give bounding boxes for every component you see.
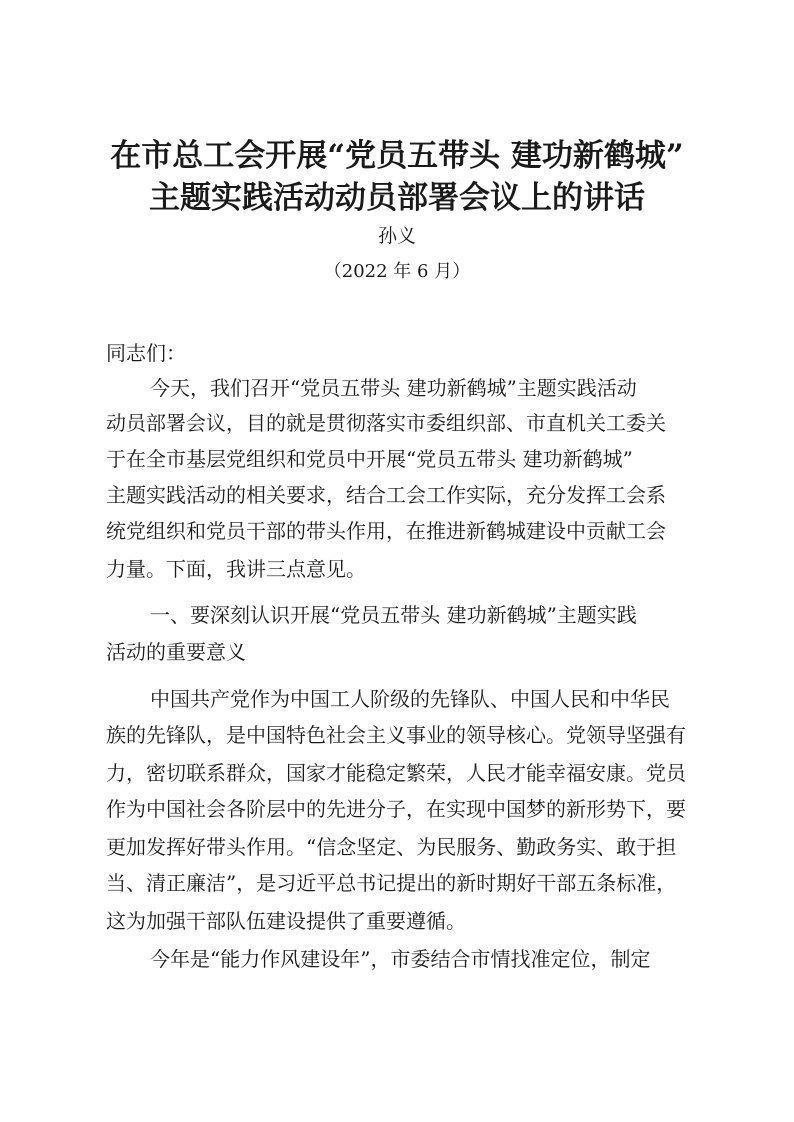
section-heading: 一、要深刻认识开展“党员五带头 建功新鹤城”主题实践 — [150, 603, 637, 627]
body-text-line: 这为加强干部队伍建设提供了重要遵循。 — [106, 909, 466, 933]
document-title-line-1: 在市总工会开展“党员五带头 建功新鹤城” — [110, 138, 684, 174]
body-text-line: 更加发挥好带头作用。“信念坚定、为民服务、勤政务实、敢于担 — [106, 835, 677, 859]
body-text-line: 力，密切联系群众，国家才能稳定繁荣，人民才能幸福安康。党员 — [106, 761, 686, 785]
body-text-line: 族的先锋队，是中国特色社会主义事业的领导核心。党领导坚强有 — [106, 723, 686, 747]
body-text-line: 作为中国社会各阶层中的先进分子，在实现中国梦的新形势下，要 — [106, 797, 686, 821]
body-text-line: 中国共产党作为中国工人阶级的先锋队、中国人民和中华民 — [150, 687, 670, 711]
salutation: 同志们： — [106, 341, 186, 365]
body-text-line: 动员部署会议，目的就是贯彻落实市委组织部、市直机关工委关 — [106, 411, 666, 435]
speech-date: （2022 年 6 月） — [323, 261, 471, 282]
body-text-line: 当、清正廉洁”，是习近平总书记提出的新时期好干部五条标准， — [106, 871, 677, 895]
body-text-line: 今天，我们召开“党员五带头 建功新鹤城”主题实践活动 — [150, 376, 637, 400]
author-name: 孙义 — [377, 225, 416, 247]
document-title-line-2: 主题实践活动动员部署会议上的讲话 — [149, 180, 645, 216]
section-heading: 活动的重要意义 — [106, 640, 246, 664]
body-text-line: 今年是“能力作风建设年”，市委结合市情找准定位，制定 — [150, 947, 651, 971]
body-text-line: 力量。下面，我讲三点意见。 — [106, 557, 366, 581]
body-text-line: 主题实践活动的相关要求，结合工会工作实际，充分发挥工会系 — [106, 483, 666, 507]
body-text-line: 统党组织和党员干部的带头作用，在推进新鹤城建设中贡献工会 — [106, 519, 666, 543]
body-text-line: 于在全市基层党组织和党员中开展“党员五带头 建功新鹤城” — [106, 447, 633, 471]
